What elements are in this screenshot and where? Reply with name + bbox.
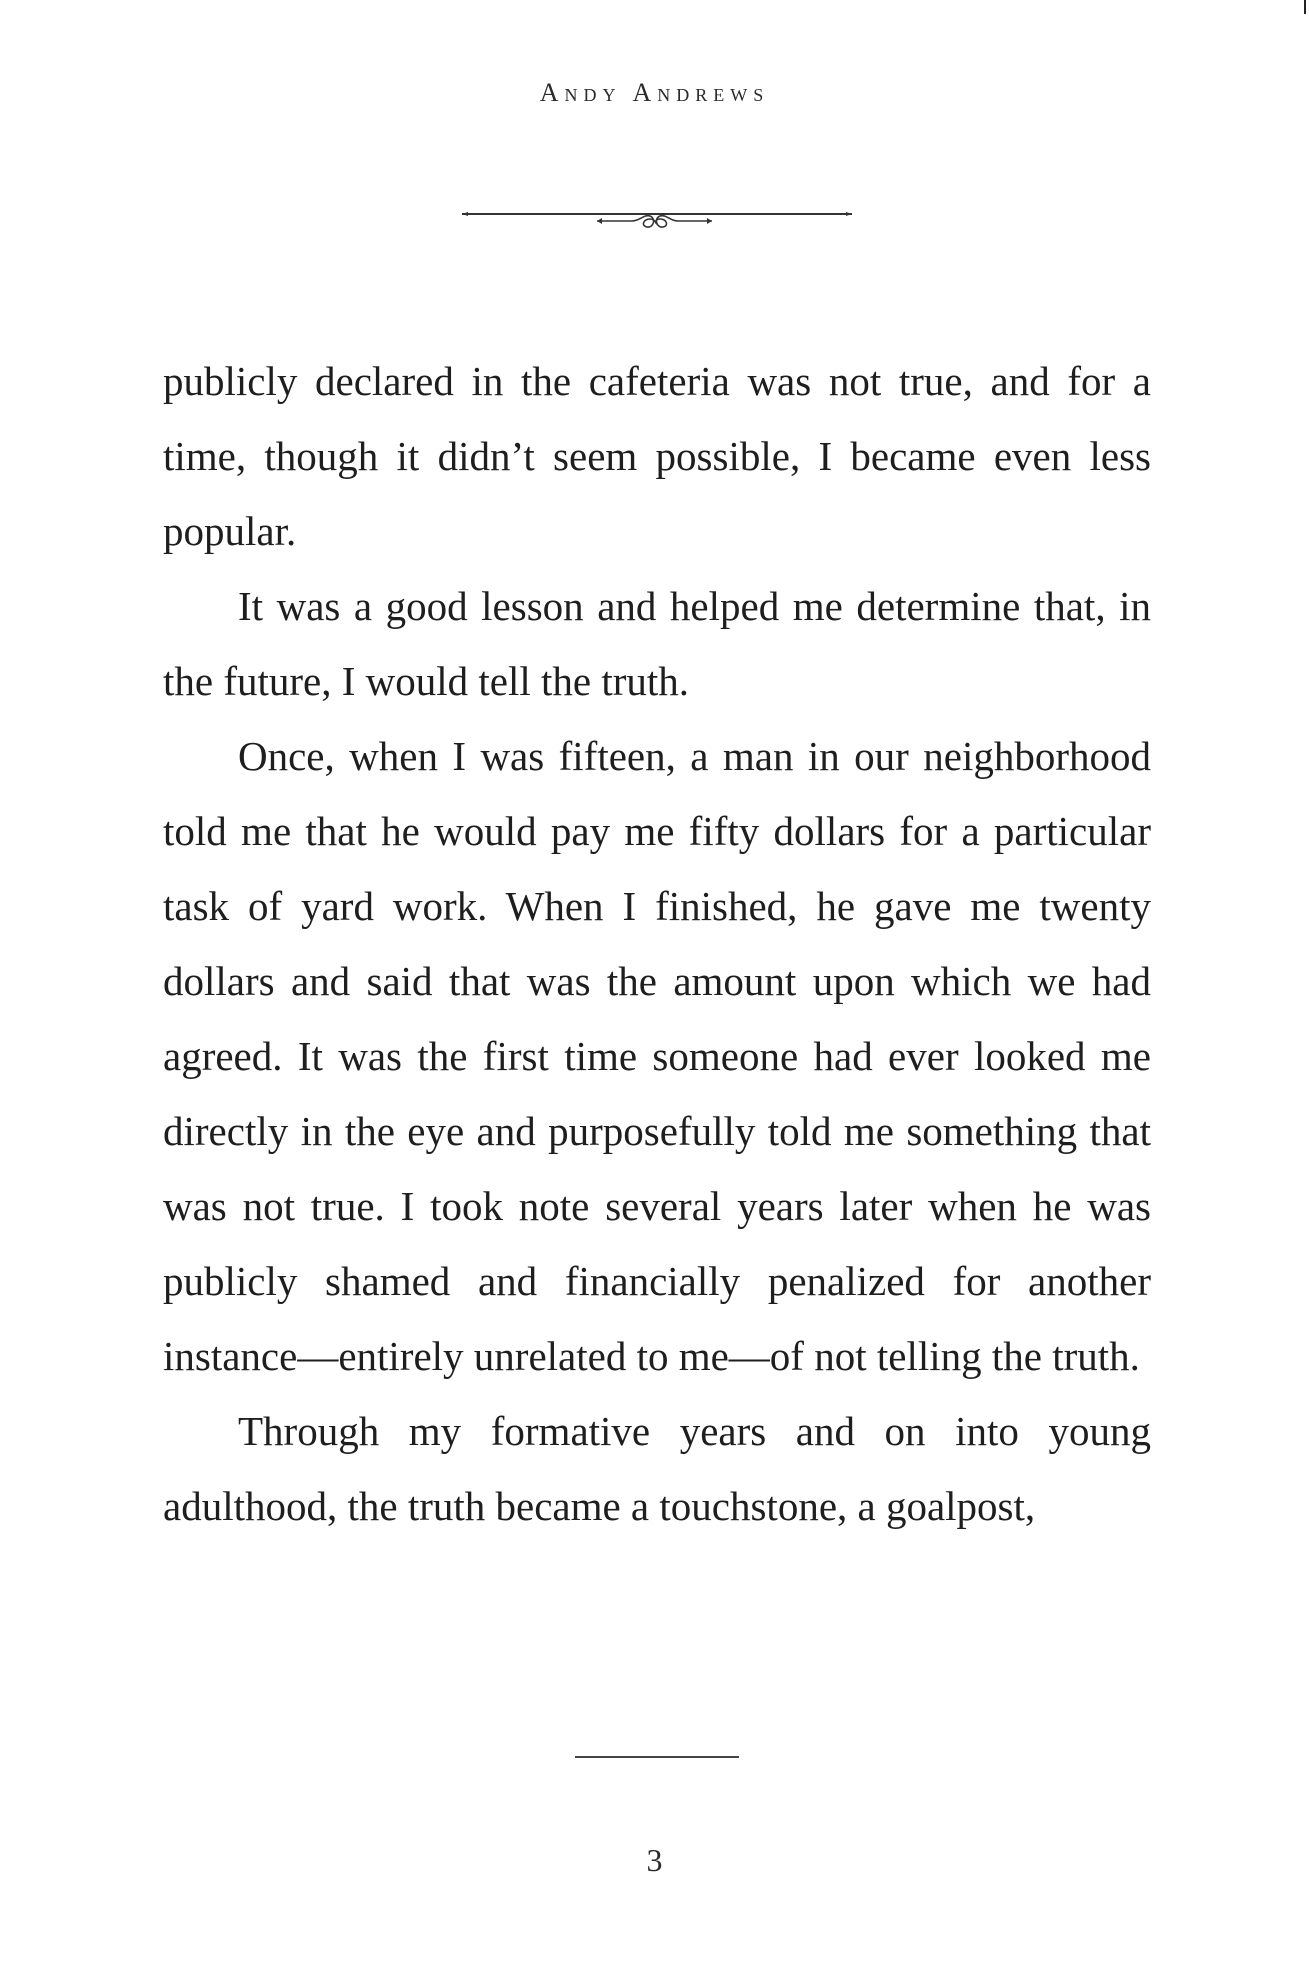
page-edge-mark: [1304, 0, 1306, 14]
paragraph: publicly declared in the cafeteria was not true, and for a time, though it didn’t seem possible, I became even less popular.: [163, 358, 1151, 554]
running-head: Andy Andrews: [539, 78, 770, 107]
page-number: 3: [646, 1842, 663, 1878]
paragraph: Through my formative years and on into young adulthood, the truth became a touchstone, a goalpost,: [163, 1408, 1151, 1529]
paragraph: Once, when I was fifteen, a man in our neighborhood told me that he would pay me fifty dollars for a particular task of yard work. When I finished, he gave me twenty dollars and said that was the amount upon which we had agreed. It was the first time someone had ever looked me directly in the eye and purposefully told me something that was not true. I took note several years later when he was publicly shamed and financially penalized for another instance—entirely unrelated to me—of not telling the truth.: [163, 733, 1151, 1379]
body-text: [163, 344, 1151, 1544]
footer-rule: [575, 1756, 739, 1758]
scroll-flourish-divider-icon: [462, 200, 852, 236]
paragraph: It was a good lesson and helped me determine that, in the future, I would tell the truth.: [163, 583, 1151, 704]
